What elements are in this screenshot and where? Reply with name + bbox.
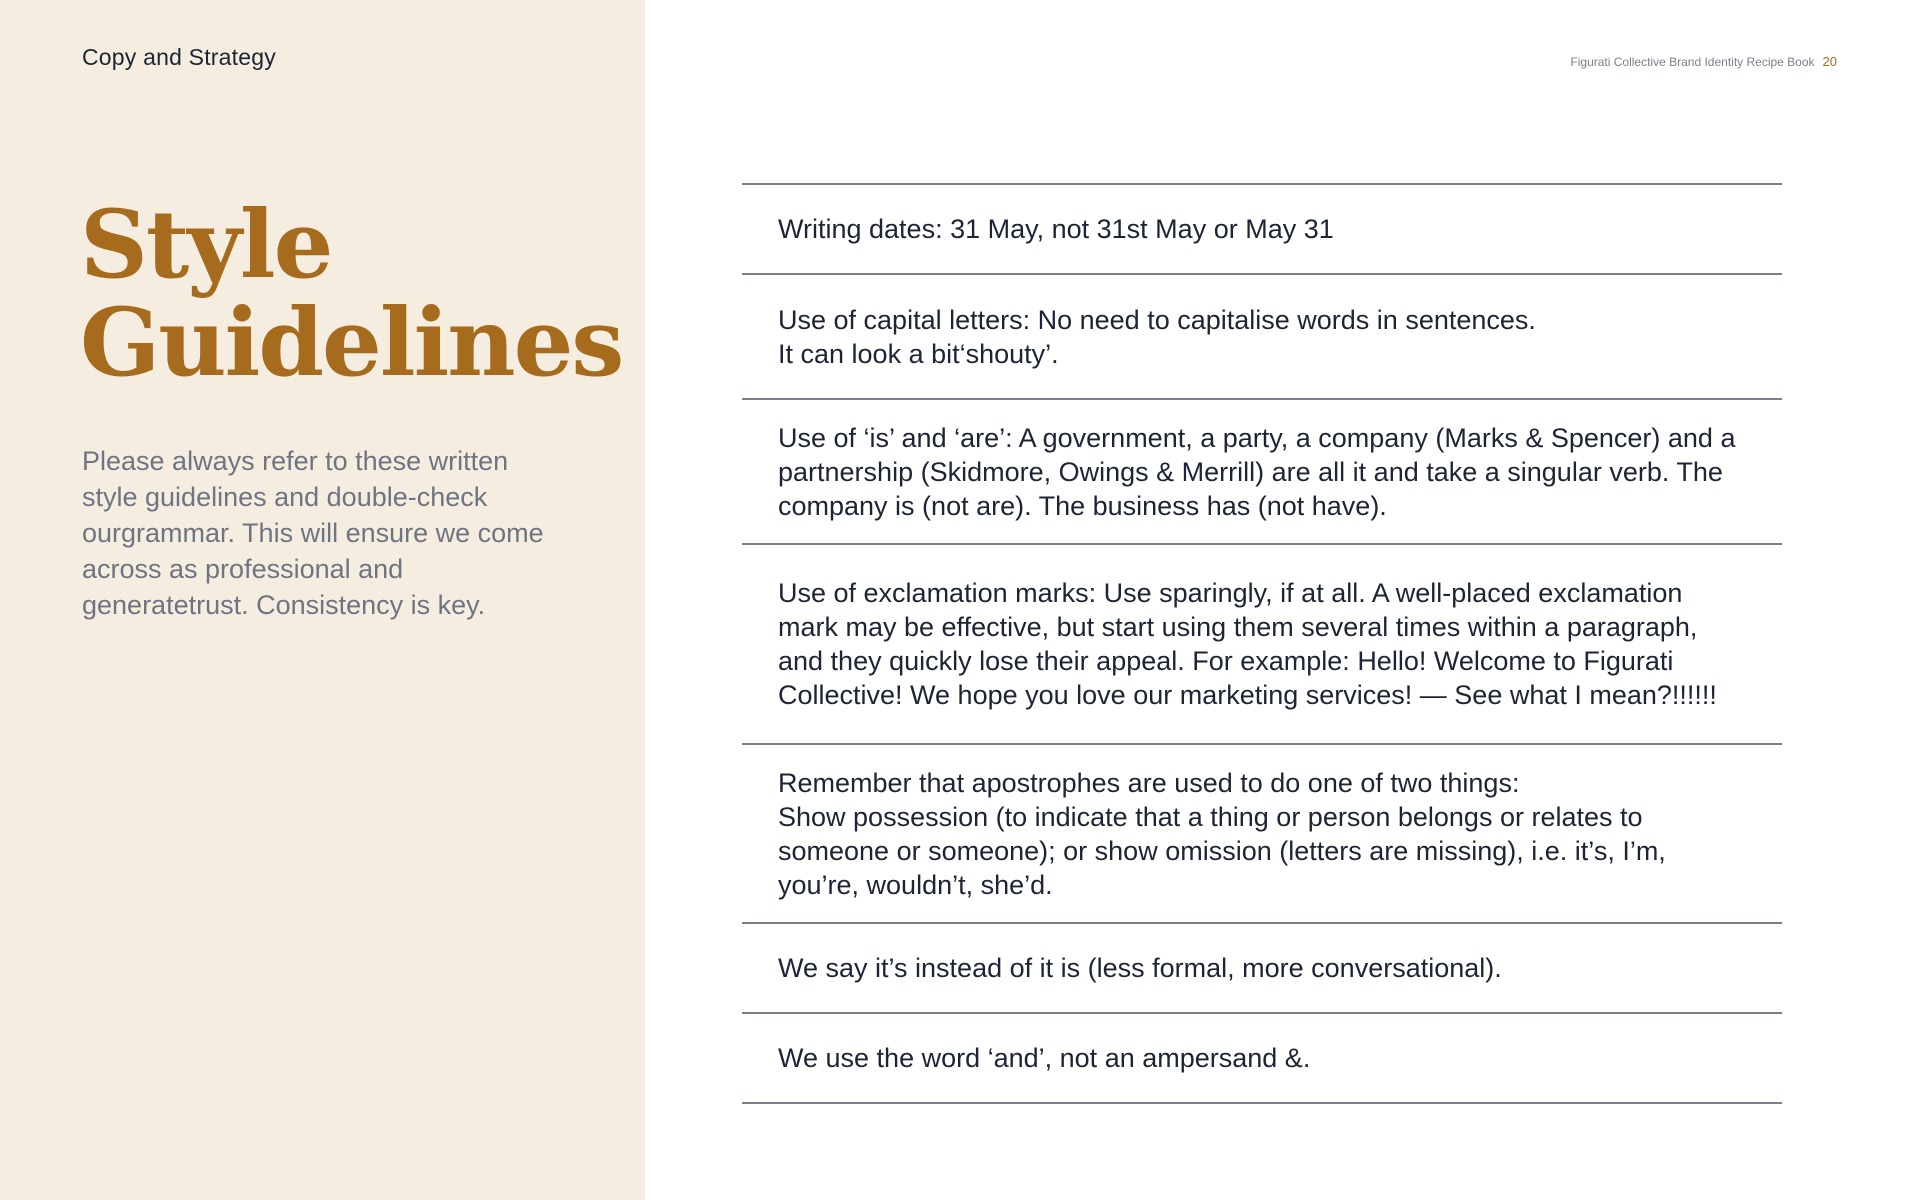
guideline-text: Use of capital letters: No need to capitalise words in sentences. It can look a bit‘shouty’.: [778, 304, 1536, 369]
page-number: 20: [1822, 54, 1837, 69]
guideline-text: Writing dates: 31 May, not 31st May or May 31: [778, 214, 1334, 244]
section-label: Copy and Strategy: [82, 44, 276, 70]
guideline-item: [742, 400, 1782, 545]
guideline-text: We use the word ‘and’, not an ampersand &.: [778, 1043, 1311, 1073]
guideline-item: [742, 275, 1782, 400]
guideline-text: Remember that apostrophes are used to do one of two things: Show possession (to indicate that a thing or person belongs or relates to someone or someone); or show omission (letters are missing), i.e. it’s, I’m, you’re, wouldn’t, she’d.: [778, 767, 1666, 900]
intro-paragraph: Please always refer to these written style guidelines and double-check ourgrammar. This will ensure we come across as professional and generatetrust. Consistency is key.: [82, 446, 544, 620]
left-panel: [0, 0, 645, 1200]
page-title: Style Guidelines: [80, 190, 623, 398]
guideline-item: [742, 924, 1782, 1014]
guideline-text: Use of ‘is’ and ‘are’: A government, a party, a company (Marks & Spencer) and a partnership (Skidmore, Owings & Merrill) are all it and take a singular verb. The company is (not are). The business has (not have).: [778, 422, 1736, 521]
guideline-item: [742, 185, 1782, 275]
guideline-item: [742, 745, 1782, 924]
guideline-item: [742, 545, 1782, 745]
guidelines-list: [742, 183, 1782, 1104]
document-title: Figurati Collective Brand Identity Recipe Book: [1570, 55, 1815, 69]
guideline-text: Use of exclamation marks: Use sparingly, if at all. A well-placed exclamation mark may be effective, but start using them several times within a paragraph, and they quickly lose their appeal. For example: Hello! Welcome to Figurati Collective! We hope you love our marketing services! — See what I mean?!!!!!!: [778, 578, 1717, 710]
guideline-text: We say it’s instead of it is (less formal, more conversational).: [778, 953, 1502, 983]
guideline-item: [742, 1014, 1782, 1104]
document-header: [1570, 54, 1837, 69]
